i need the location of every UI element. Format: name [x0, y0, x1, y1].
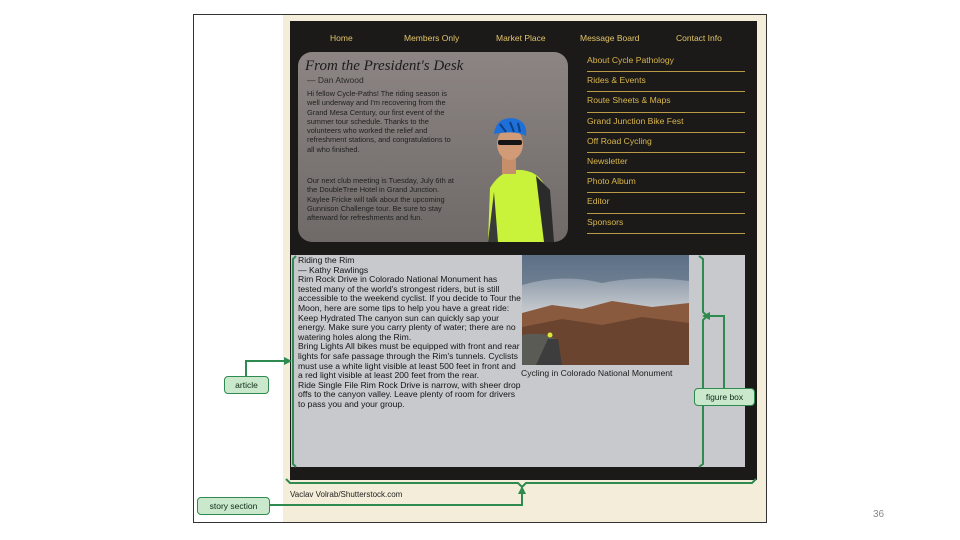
slide-number: 36: [873, 509, 885, 520]
figure-caption: Cycling in Colorado National Monument: [521, 368, 673, 378]
photo-credit: Vaclav Volrab/Shutterstock.com: [290, 490, 403, 499]
article-intro: Rim Rock Drive in Colorado National Monument has tested many of the world's strongest riders, but is still accessible to the weekend cyclist. If you decide to Tour the Moon, here are some tips to help you have a great ride:: [298, 274, 521, 313]
callout-article: article: [224, 376, 269, 394]
callout-figure-box: figure box: [694, 388, 755, 406]
article-tip-single-file: Ride Single File Rim Rock Drive is narrow, with sheer drop offs to the canyon valley. Leave plenty of room for drivers to pass you and your group.: [298, 379, 521, 409]
sidebar-item-off-road[interactable]: Off Road Cycling: [587, 133, 745, 153]
sidebar-item-route-sheets[interactable]: Route Sheets & Maps: [587, 92, 745, 112]
sidebar-item-bike-fest[interactable]: Grand Junction Bike Fest: [587, 113, 745, 133]
article-title: Riding the Rim: [298, 255, 355, 265]
desk-paragraph-1: Hi fellow Cycle-Paths! The riding season is well underway and I'm recovering from the Grand Mesa Century, our first event of the summer tour schedule. Thanks to the volunteers who worked the relief and refreshment stations, and congratulations to all who finished.: [307, 89, 451, 154]
callout-story-section: story section: [197, 497, 270, 515]
sidebar-item-rides-events[interactable]: Rides & Events: [587, 72, 745, 92]
article-tip-lights: Bring Lights All bikes must be equipped with front and rear lights for safe passage through the Rim's tunnels. Cyclists must use a white light visible at least 500 feet in front and a red light visible at least 200 feet from the rear.: [298, 341, 520, 381]
nav-members-only[interactable]: Members Only: [404, 33, 460, 43]
article-tip-hydrated: Keep Hydrated The canyon sun can quickly sap your energy. Make sure you carry plenty of water; there are no watering holes along the Rim.: [298, 312, 516, 342]
nav-market-place[interactable]: Market Place: [496, 33, 546, 43]
nav-contact-info[interactable]: Contact Info: [676, 33, 722, 43]
sidebar-item-newsletter[interactable]: Newsletter: [587, 153, 745, 173]
desk-paragraph-2: Our next club meeting is Tuesday, July 6th at the DoubleTree Hotel in Grand Junction. Kaylee Fricke will talk about the upcoming Gunnison Challenge tour. Be sure to stay afterward for refreshments and fun.: [307, 176, 454, 223]
nav-home[interactable]: Home: [330, 33, 353, 43]
arrowhead-article: [284, 357, 292, 365]
desk-title: From the President's Desk: [305, 58, 464, 74]
desk-author: — Dan Atwood: [307, 75, 364, 85]
nav-message-board[interactable]: Message Board: [580, 33, 640, 43]
article-author: — Kathy Rawlings: [298, 264, 369, 275]
sidebar-item-photo-album[interactable]: Photo Album: [587, 173, 745, 193]
sidebar-item-sponsors[interactable]: Sponsors: [587, 214, 745, 234]
sidebar-item-editor[interactable]: Editor: [587, 193, 745, 213]
sidebar-item-about[interactable]: About Cycle Pathology: [587, 52, 745, 72]
arrowhead-story: [518, 486, 526, 494]
